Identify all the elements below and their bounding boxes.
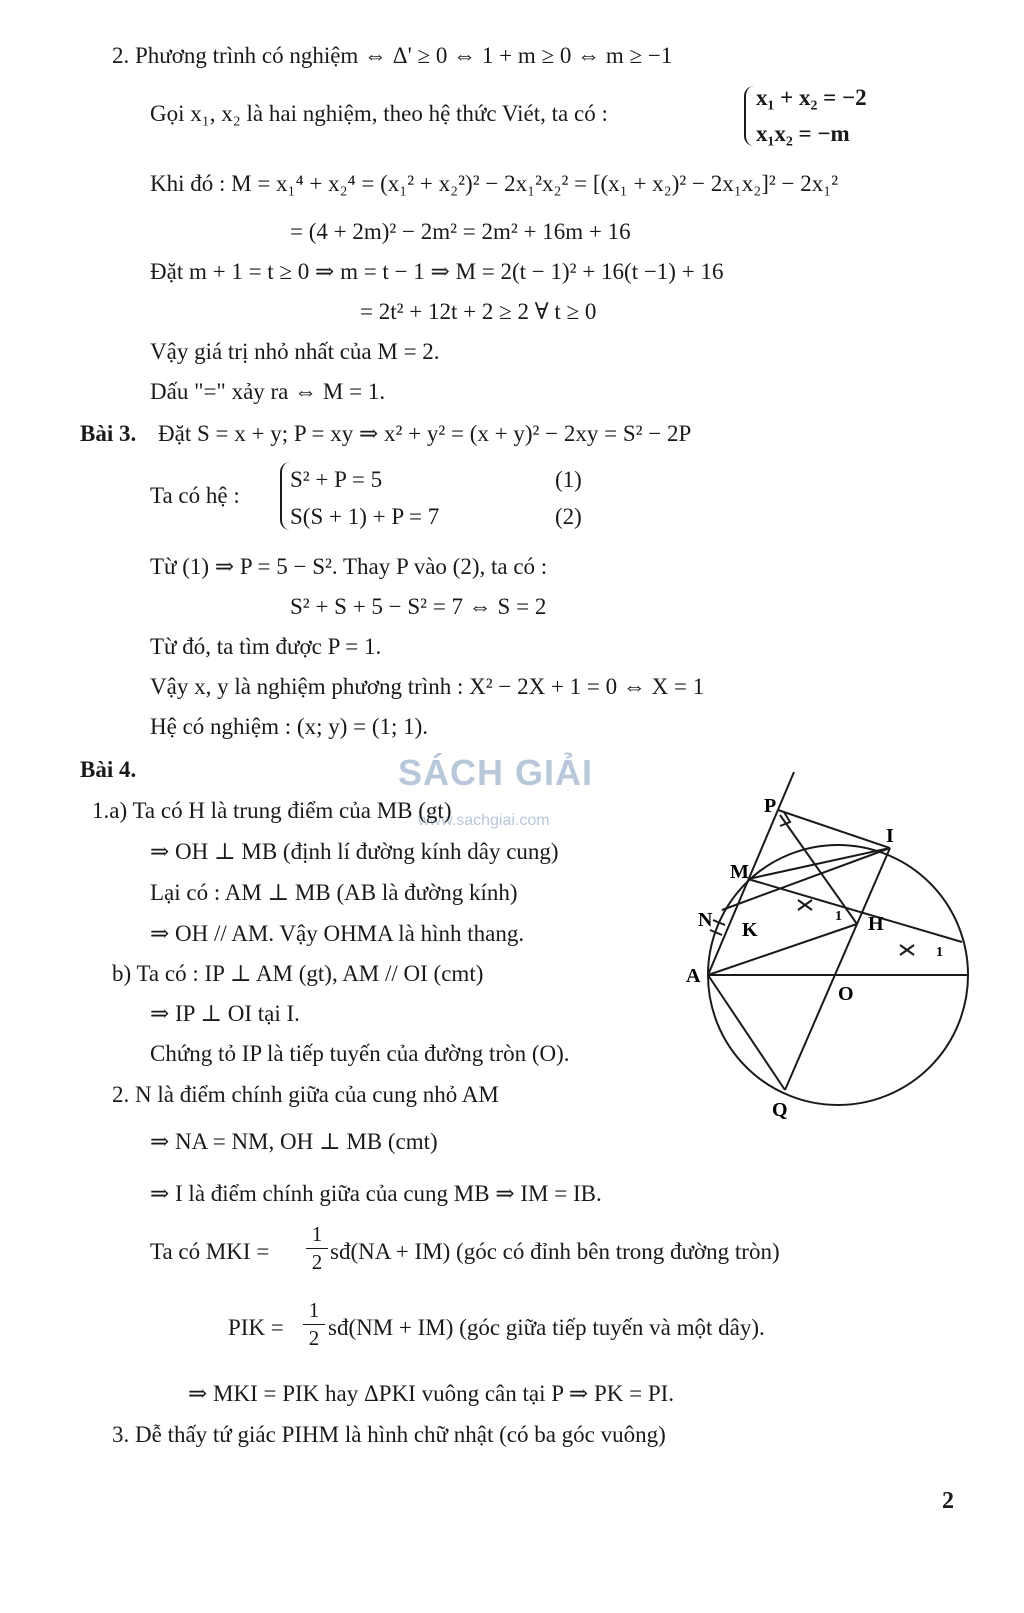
line-part-2: 2. N là điểm chính giữa của cung nhỏ AM — [112, 1082, 499, 1107]
line-OH-perp-MB: ⇒ OH ⊥ MB (định lí đường kính dây cung) — [150, 839, 559, 864]
line-1b: b) Ta có : IP ⊥ AM (gt), AM // OI (cmt) — [112, 961, 484, 986]
line-solve-S: S² + S + 5 − S² = 7 ⇔ S = 2 — [290, 594, 547, 619]
line-min-value: Vậy giá trị nhỏ nhất của M = 2. — [150, 339, 440, 364]
line-system-intro: Ta có hệ : — [150, 483, 240, 508]
line-equality-case: Dấu "=" xảy ra ⇔ M = 1. — [150, 379, 386, 404]
line-angle-MKI-label: Ta có MKI = — [150, 1239, 270, 1264]
label-angle-1b: 1 — [936, 945, 943, 960]
line-1a: 1.a) Ta có H là trung điểm của MB (gt) — [92, 798, 452, 823]
line-M-simplified: = (4 + 2m)² − 2m² = 2m² + 16m + 16 — [290, 219, 631, 244]
line-find-P: Từ đó, ta tìm được P = 1. — [150, 634, 382, 659]
label-P: P — [764, 795, 777, 817]
watermark-logo: SÁCH GIẢI — [398, 752, 594, 793]
line-M-expansion: Khi đó : M = x₁⁴ + x₂⁴ = (x₁² + x₂²)² − 2x₁²x₂² = [(x₁ + x₂)² − 2x₁x₂]² − 2x₁² — [150, 171, 839, 196]
line-solution: Hệ có nghiệm : (x; y) = (1; 1). — [150, 714, 429, 739]
label-angle-1: 1 — [835, 909, 842, 924]
equation-2-tag: (2) — [555, 504, 582, 529]
line-part-3: 3. Dễ thấy tứ giác PIHM là hình chữ nhật (có ba góc vuông) — [112, 1422, 666, 1447]
equation-1: S² + P = 5 — [290, 467, 383, 492]
segment-AH — [708, 924, 857, 975]
fraction-half-1: 1 2 — [306, 1222, 328, 1275]
line-quadratic: Vậy x, y là nghiệm phương trình : X² − 2X + 1 = 0 ⇔ X = 1 — [150, 674, 705, 699]
line-IQ — [785, 848, 890, 1090]
geometry-figure — [680, 760, 1000, 1130]
line-AM-perp-MB: Lại có : AM ⊥ MB (AB là đường kính) — [150, 880, 518, 905]
line-I-midpoint: ⇒ I là điểm chính giữa của cung MB ⇒ IM = IB. — [150, 1181, 602, 1206]
heading-bai-4: Bài 4. — [80, 757, 137, 782]
label-A: A — [686, 965, 701, 987]
viet-product: x₁x₂ = −m — [756, 121, 850, 146]
label-N: N — [698, 909, 713, 931]
label-Q: Q — [772, 1099, 788, 1121]
equation-1-tag: (1) — [555, 467, 582, 492]
label-H: H — [868, 913, 884, 935]
label-I: I — [886, 825, 894, 847]
line-arcs-equal: ⇒ NA = NM, OH ⊥ MB (cmt) — [150, 1129, 438, 1154]
viet-sum: x₁ + x₂ = −2 — [756, 85, 867, 110]
page-number: 2 — [942, 1488, 954, 1514]
line-tangent: Chứng tỏ IP là tiếp tuyến của đường tròn (O). — [150, 1041, 570, 1066]
line-condition: 2. Phương trình có nghiệm ⇔ Δ' ≥ 0 ⇔ 1 + m ≥ 0 ⇔ m ≥ −1 — [112, 43, 673, 68]
line-viet-intro: Gọi x₁, x₂ là hai nghiệm, theo hệ thức Viét, ta có : — [150, 101, 608, 126]
line-angle-PIK-label: PIK = — [228, 1315, 284, 1340]
line-substitution: Đặt m + 1 = t ≥ 0 ⇒ m = t − 1 ⇒ M = 2(t − 1)² + 16(t −1) + 16 — [150, 259, 724, 284]
label-O: O — [838, 983, 854, 1005]
system-brace-viet — [744, 86, 756, 146]
line-from-1: Từ (1) ⇒ P = 5 − S². Thay P vào (2), ta có : — [150, 554, 548, 579]
watermark-url: www.sachgiai.com — [418, 812, 550, 829]
line-isosceles: ⇒ MKI = PIK hay ΔPKI vuông cân tại P ⇒ PK = PI. — [188, 1381, 675, 1406]
line-angle-MKI-formula: sđ(NA + IM) (góc có đỉnh bên trong đường tròn) — [330, 1239, 780, 1264]
line-angle-PIK-formula: sđ(NM + IM) (góc giữa tiếp tuyến và một dây). — [328, 1315, 765, 1340]
label-K: K — [742, 919, 758, 941]
line-PA — [708, 772, 794, 975]
heading-bai-3: Bài 3. — [80, 421, 137, 446]
fraction-half-2: 1 2 — [303, 1298, 325, 1351]
equation-2: S(S + 1) + P = 7 — [290, 504, 440, 529]
line-bai3-setup: Đặt S = x + y; P = xy ⇒ x² + y² = (x + y)² − 2xy = S² − 2P — [158, 421, 692, 446]
tangent-PI — [778, 810, 890, 848]
line-inequality: = 2t² + 12t + 2 ≥ 2 ∀ t ≥ 0 — [360, 299, 597, 324]
line-trapezoid: ⇒ OH // AM. Vậy OHMA là hình thang. — [150, 921, 525, 946]
line-IP-perp-OI: ⇒ IP ⊥ OI tại I. — [150, 1001, 300, 1026]
label-M: M — [730, 861, 749, 883]
line-QA — [708, 975, 785, 1090]
